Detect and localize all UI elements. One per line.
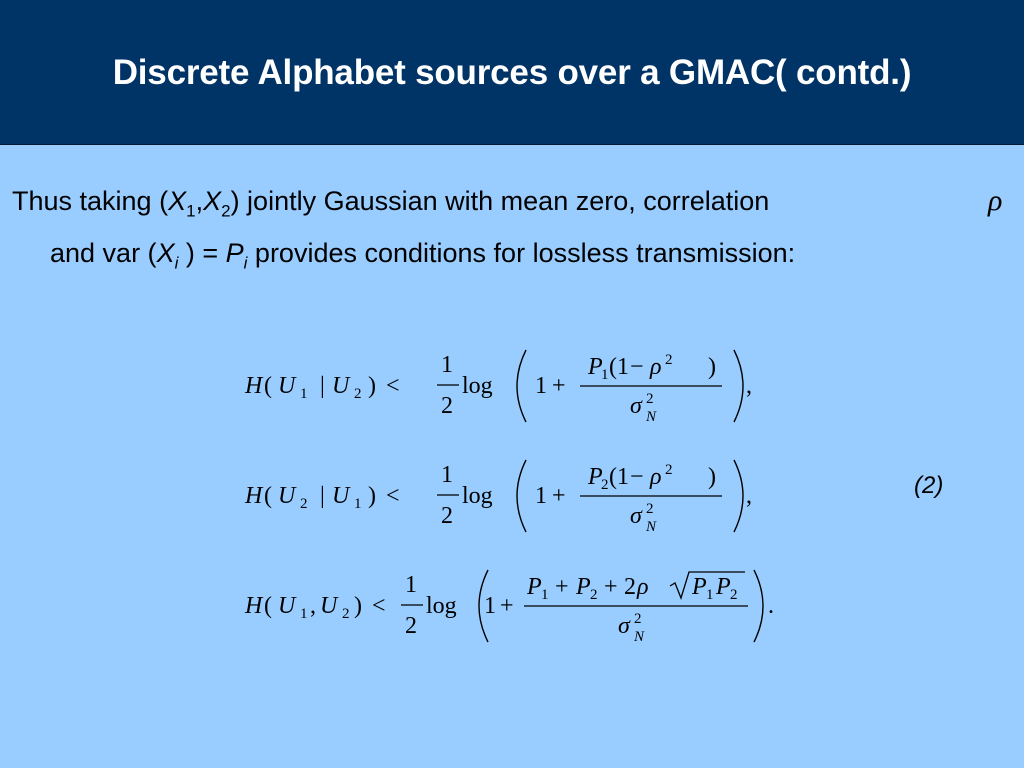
math-symbol: U: [278, 593, 296, 619]
math-symbol: ,: [746, 373, 752, 399]
math-symbol: 2: [300, 496, 308, 512]
math-symbol: ,: [746, 483, 752, 509]
math-symbol: 1: [706, 587, 714, 603]
math-symbol: +: [552, 483, 566, 509]
math-symbol: 2: [590, 587, 598, 603]
math-symbol: ρ: [637, 574, 649, 600]
math-symbol: .: [768, 593, 774, 619]
rho-symbol: ρ: [988, 184, 1003, 217]
math-symbol: 2: [730, 587, 738, 603]
equation-2: [244, 460, 752, 535]
math-symbol: 2: [665, 352, 673, 368]
math-symbol: ): [708, 354, 716, 380]
bracket: [517, 350, 526, 422]
math-symbol: 2: [665, 462, 673, 478]
math-symbol: ): [368, 373, 376, 399]
math-symbol: σ: [630, 503, 642, 529]
math-symbol: log: [426, 593, 457, 619]
math-symbol: P: [527, 574, 542, 600]
math-symbol: +: [552, 373, 566, 399]
math-symbol: 2: [405, 613, 417, 639]
bracket: [734, 460, 743, 532]
math-symbol: −: [630, 354, 644, 380]
math-symbol: ): [368, 483, 376, 509]
math-symbol: ): [708, 464, 716, 490]
math-symbol: <: [372, 593, 386, 619]
math-symbol: −: [630, 464, 644, 490]
math-symbol: 1: [405, 572, 417, 598]
math-symbol: 1: [535, 483, 547, 509]
math-symbol: (: [264, 483, 272, 509]
math-symbol: |: [320, 483, 325, 509]
math-symbol: P: [588, 354, 603, 380]
math-symbol: U: [278, 373, 296, 399]
bracket: [734, 350, 743, 422]
math-symbol: U: [332, 373, 350, 399]
math-symbol: 2: [624, 574, 636, 600]
math-symbol: H: [245, 483, 263, 509]
math-symbol: 1: [354, 496, 362, 512]
math-symbol: ,: [310, 593, 316, 619]
math-symbol: U: [278, 483, 296, 509]
math-symbol: +: [555, 574, 569, 600]
math-symbol: P: [716, 574, 731, 600]
equation-number: (2): [914, 472, 944, 499]
math-symbol: N: [646, 409, 657, 425]
math-symbol: H: [245, 593, 263, 619]
math-symbol: log: [462, 483, 493, 509]
intro-line-1: Thus taking $(X_1,X_2)$ jointly Gaussian with mean zero, correlation: [12, 186, 770, 221]
math-symbol: 2: [441, 503, 453, 529]
math-symbol: H: [245, 373, 263, 399]
math-symbol: P: [692, 574, 707, 600]
math-symbol: +: [500, 593, 514, 619]
slide-title: Discrete Alphabet sources over a GMAC( contd.): [112, 53, 912, 92]
bracket: [517, 460, 526, 532]
math-symbol: U: [320, 593, 338, 619]
math-symbol: ρ: [650, 354, 662, 380]
math-symbol: ): [354, 593, 362, 619]
math-symbol: +: [604, 574, 618, 600]
math-symbol: 2: [441, 393, 453, 419]
math-symbol: σ: [618, 613, 630, 639]
math-symbol: 1: [541, 587, 549, 603]
math-symbol: 1: [617, 464, 629, 490]
equation-3: [244, 570, 774, 645]
math-symbol: N: [634, 629, 645, 645]
equation-1: [244, 350, 752, 425]
math-symbol: (: [264, 593, 272, 619]
math-symbol: 2: [342, 606, 350, 622]
math-symbol: |: [320, 373, 325, 399]
math-symbol: 1: [441, 462, 453, 488]
math-symbol: (: [264, 373, 272, 399]
math-symbol: U: [332, 483, 350, 509]
math-symbol: N: [646, 519, 657, 535]
math-symbol: 2: [646, 391, 654, 407]
math-symbol: 1: [300, 606, 308, 622]
math-symbol: (: [609, 464, 617, 490]
math-symbol: 1: [617, 354, 629, 380]
math-symbol: <: [386, 373, 400, 399]
bracket: [754, 570, 763, 642]
math-symbol: 1: [484, 593, 496, 619]
math-symbol: <: [386, 483, 400, 509]
math-symbol: 1: [441, 352, 453, 378]
math-symbol: σ: [630, 393, 642, 419]
intro-line-2: and var ($X_i$ ) = $P_i$ provides conditions for lossless transmission:: [50, 238, 796, 273]
math-symbol: 2: [646, 501, 654, 517]
math-symbol: 1: [535, 373, 547, 399]
math-symbol: ρ: [650, 464, 662, 490]
math-symbol: 2: [634, 611, 642, 627]
math-symbol: P: [576, 574, 591, 600]
math-symbol: (: [609, 354, 617, 380]
math-symbol: P: [588, 464, 603, 490]
math-symbol: 2: [354, 386, 362, 402]
math-symbol: 2: [601, 477, 609, 493]
math-symbol: log: [462, 373, 493, 399]
math-symbol: 1: [601, 367, 609, 383]
math-symbol: 1: [300, 386, 308, 402]
